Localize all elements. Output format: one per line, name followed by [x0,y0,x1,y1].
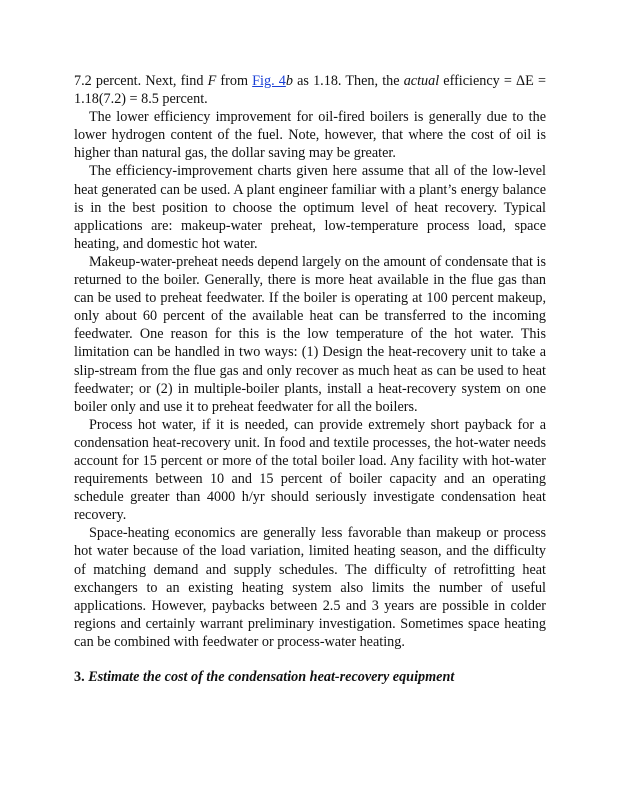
paragraph-space-heating: Space-heating economics are generally less favorable than makeup or process hot water because of the load variation, limited heating season, and the difficulty of matching demand and supply schedules. The difficulty of retrofitting heat exchangers to an existing heating system also limits the number of useful applications. However, paybacks between 2.5 and 3 years are possible in colder regions and certainly warrant preliminary investigation. Sometimes space heating can be combined with feedwater or process-water heating. [74,525,546,650]
text-segment: efficiency = ΔE = 1.18(7.2) = 8.5 percent. [74,73,546,108]
section-heading [74,668,546,686]
variable-f: F [207,73,217,89]
text-segment: as 1.18. Then, the [292,73,404,89]
paragraph-oil-fired: The lower efficiency improvement for oil-fired boilers is generally due to the lower hydrogen content of the fuel. Note, however, that where the cost of oil is higher than natural gas, the dollar saving may be greater. [74,109,546,162]
text-segment: from [216,73,253,89]
text-segment: 7.2 percent. Next, find [74,73,208,89]
figure-4-link[interactable]: Fig. 4 [252,73,286,89]
section-number: 3. [74,669,89,685]
paragraph-efficiency-result [74,72,546,108]
section-title: Estimate the cost of the condensation heat-recovery equipment [88,669,455,685]
actual-emphasis: actual [403,73,440,89]
paragraph-efficiency-charts: The efficiency-improvement charts given here assume that all of the low-level heat generated can be used. A plant engineer familiar with a plant’s energy balance is in the best position to choose the optimum level of heat recovery. Typical applications are: makeup-water preheat, low-temperature process load, space heating, and domestic hot water. [74,163,546,252]
document-page [74,72,546,686]
paragraph-makeup-water: Makeup-water-preheat needs depend largely on the amount of condensate that is returned to the boiler. Generally, there is more heat available in the flue gas than can be used to preheat feedwater. If the boiler is operating at 100 percent makeup, only about 60 percent of the available heat can be transferred to the incoming feedwater. One reason for this is the low temperature of the hot water. This limitation can be handled in two ways: (1) Design the heat-recovery unit to take a slip-stream from the flue gas and only recover as much heat as can be used to heat feedwater; or (2) in multiple-boiler plants, install a heat-recovery system on one boiler only and use it to preheat feedwater for all the boilers. [74,253,546,415]
figure-suffix: b [285,73,293,89]
paragraph-process-hot-water: Process hot water, if it is needed, can provide extremely short payback for a condensation heat-recovery unit. In food and textile processes, the hot-water needs account for 15 percent or more of the total boiler load. Any facility with hot-water requirements between 10 and 15 percent of boiler capacity and an operating schedule greater than 4000 h/yr should seriously investigate condensation heat recovery. [74,416,546,524]
